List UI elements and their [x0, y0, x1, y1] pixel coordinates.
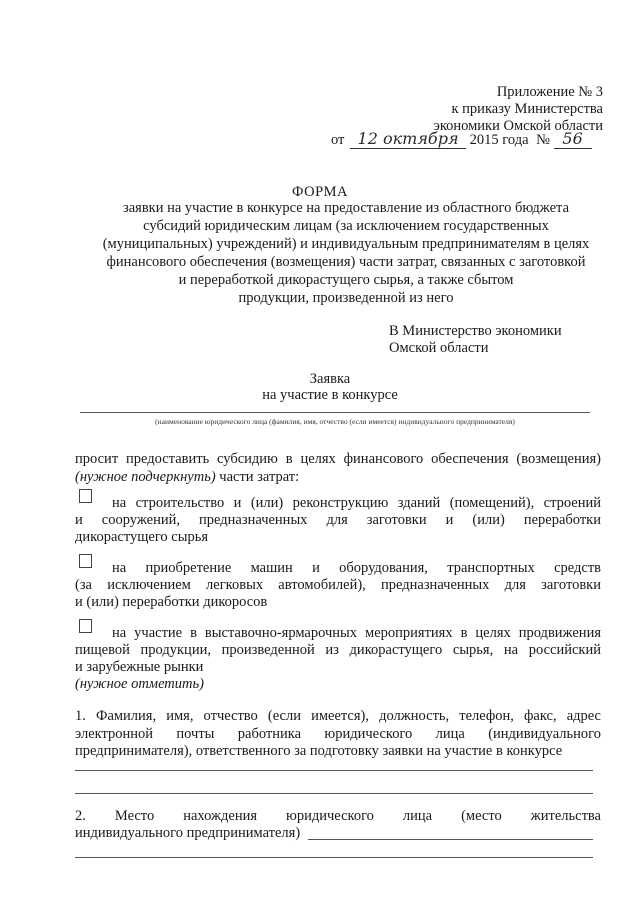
option-2-checkbox[interactable] [79, 554, 92, 568]
request-note-underline: (нужное подчеркнуть) [75, 469, 216, 485]
option-1-checkbox[interactable] [79, 489, 92, 503]
order-number-handwritten: 56 [554, 130, 592, 149]
section-1-fill-line-2[interactable] [75, 793, 593, 794]
option-2-line-3: и (или) переработки дикоросов [75, 594, 268, 610]
request-line-2-rest: части затрат: [215, 469, 300, 485]
section-2-fill-line-2[interactable] [75, 857, 593, 858]
option-3-line-3: и зарубежные рынки [75, 659, 204, 675]
application-subtitle: на участие в конкурсе [262, 387, 398, 403]
appendix-line-1: Приложение № 3 [496, 84, 603, 100]
form-title-line: заявки на участие в конкурсе на предоставление из областного бюджета [122, 200, 570, 216]
option-1-line-2: и сооружений, предназначенных для заготовки и (или) переработки [75, 512, 601, 528]
order-year: 2015 года [469, 132, 529, 148]
addressee-line-1: В Министерство экономики [389, 323, 562, 339]
applicant-name-line [80, 412, 590, 413]
option-3-checkbox[interactable] [79, 619, 92, 633]
mark-note: (нужное отметить) [75, 676, 204, 692]
form-title-line: (муниципальных) учреждений) и индивидуальным предпринимателям в целях [102, 236, 590, 252]
addressee-line-2: Омской области [389, 340, 489, 356]
option-2-line-1: на приобретение машин и оборудования, транспортных средств [112, 560, 601, 576]
section-2-fill-line-1[interactable] [308, 839, 593, 840]
appendix-line-3: экономики Омской области [433, 118, 603, 134]
form-title-line: продукции, произведенной из него [238, 290, 454, 306]
form-title-line: и переработкой дикорастущего сырья, а также сбытом [178, 272, 514, 288]
option-2-line-2: (за исключением легковых автомобилей), предназначенных для заготовки [75, 577, 601, 593]
form-title-line: финансового обеспечения (возмещения) части затрат, связанных с заготовкой [106, 254, 586, 270]
option-3-line-1: на участие в выставочно-ярмарочных мероприятиях в целях продвижения [112, 625, 601, 641]
section-1-line-1: 1. Фамилия, имя, отчество (если имеется), должность, телефон, факс, адрес [75, 708, 601, 724]
request-line-1: просит предоставить субсидию в целях финансового обеспечения (возмещения) [75, 451, 601, 467]
order-prefix: от [331, 132, 345, 148]
section-1-line-3: предпринимателя), ответственного за подготовку заявки на участие в конкурсе [75, 743, 563, 759]
form-title-block [78, 199, 614, 307]
option-3-line-2: пищевой продукции, произведенной из дикорастущего сырья, на российский [75, 642, 601, 658]
order-date-line [331, 130, 592, 149]
appendix-line-2: к приказу Министерства [451, 101, 603, 117]
order-number-label: № [536, 132, 550, 148]
section-2-line-1: 2. Место нахождения юридического лица (место жительства [75, 808, 601, 824]
section-1-fill-line-1[interactable] [75, 770, 593, 771]
order-date-handwritten: 12 октября [350, 130, 466, 149]
section-2-line-2: индивидуального предпринимателя) [75, 825, 301, 841]
option-1-line-3: дикорастущего сырья [75, 529, 208, 545]
applicant-name-caption: (наименование юридического лица (фамилия, имя, отчество (если имеется) индивидуального предпринимателя) [155, 417, 515, 426]
form-heading: ФОРМА [291, 184, 349, 200]
application-title: Заявка [309, 371, 351, 387]
form-title-line: субсидий юридическим лицам (за исключением государственных [143, 218, 549, 234]
option-1-line-1: на строительство и (или) реконструкцию зданий (помещений), строений [112, 495, 601, 511]
section-1-line-2: электронной почты работника юридического лица (индивидуального [75, 726, 601, 742]
request-line-2 [75, 468, 299, 486]
